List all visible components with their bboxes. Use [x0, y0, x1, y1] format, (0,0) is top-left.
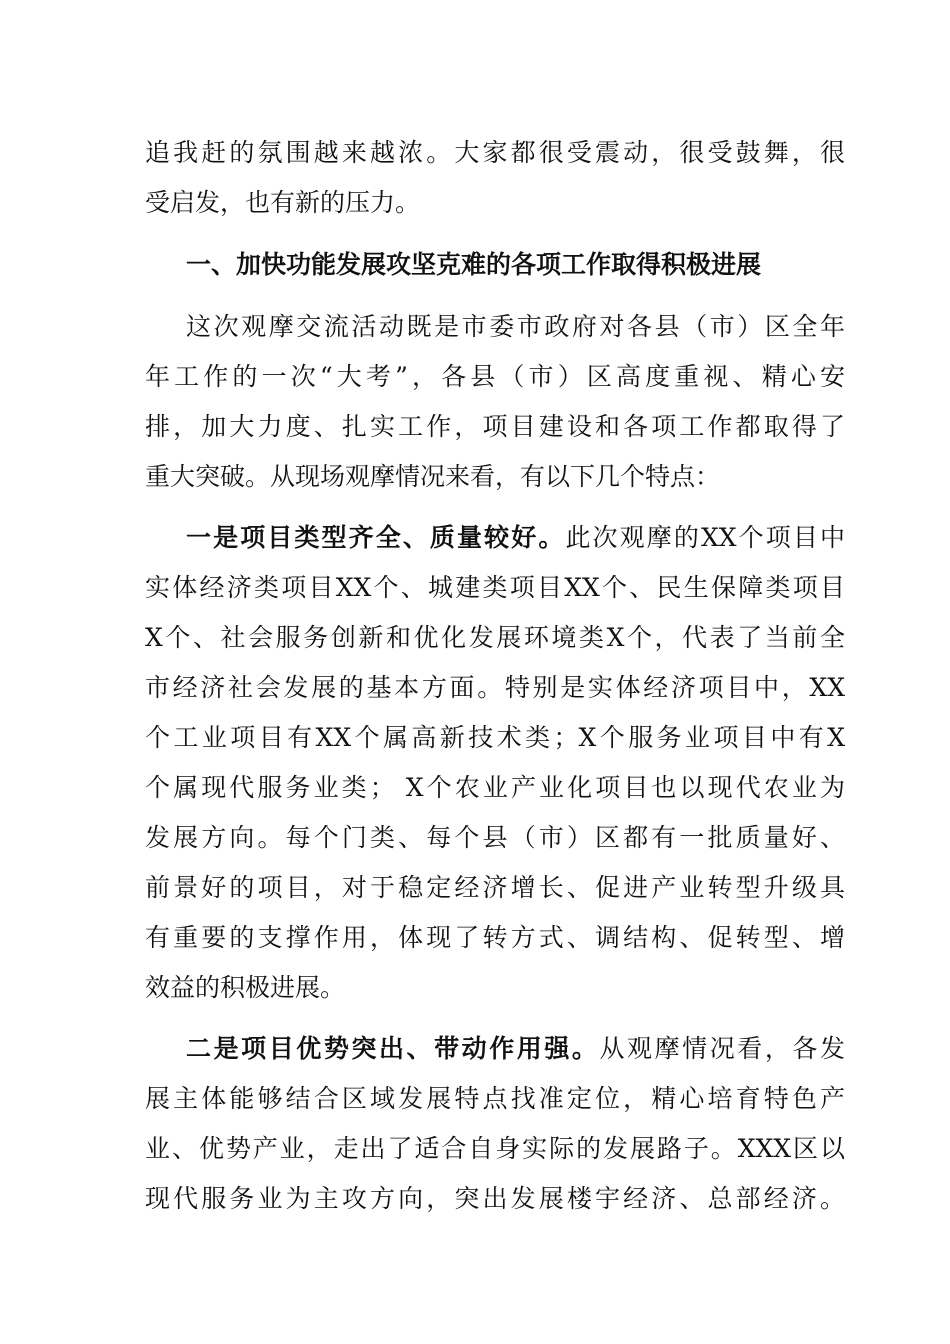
intro-line-1: 追我赶的氛围越来越浓。大家都很受震动，很受鼓舞，很 [145, 138, 845, 167]
paragraph-line: 实体经济类项目XX个、城建类项目XX个、民生保障类项目 [145, 573, 845, 602]
intro-line-2: 受启发，也有新的压力。 [145, 188, 421, 217]
paragraph-line: 排，加大力度、扎实工作，项目建设和各项工作都取得了 [145, 412, 845, 441]
section-heading: 一、加快功能发展攻坚克难的各项工作取得积极进展 [186, 250, 762, 279]
paragraph-line: 效益的积极进展。 [145, 973, 346, 1002]
point-2-first-rest: 从观摩情况看，各发 [599, 1034, 845, 1063]
point-1-first-rest: 此次观摩的XX个项目中 [565, 523, 845, 552]
paragraph-line: 有重要的支撑作用，体现了转方式、调结构、促转型、增 [145, 923, 845, 952]
paragraph-line: 业、优势产业，走出了适合自身实际的发展路子。XXX区以 [145, 1134, 845, 1163]
point-1-first-line [186, 523, 845, 553]
paragraph-line: 年工作的一次“大考”，各县（市）区高度重视、精心安 [145, 362, 845, 391]
point-1-lead: 一是项目类型齐全、质量较好。 [186, 523, 566, 552]
paragraph-line: 重大突破。从现场观摩情况来看，有以下几个特点： [145, 462, 721, 491]
paragraph-line: 展主体能够结合区域发展特点找准定位，精心培育特色产 [145, 1084, 845, 1113]
paragraph-line: 这次观摩交流活动既是市委市政府对各县（市）区全年 [186, 312, 845, 341]
paragraph-line: 现代服务业为主攻方向，突出发展楼宇经济、总部经济。 [145, 1184, 845, 1213]
paragraph-line: 前景好的项目，对于稳定经济增长、促进产业转型升级具 [145, 873, 845, 902]
paragraph-line: 个属现代服务业类； X个农业产业化项目也以现代农业为 [145, 773, 845, 802]
paragraph-line: 发展方向。每个门类、每个县（市）区都有一批质量好、 [145, 823, 845, 852]
paragraph-line: X个、社会服务创新和优化发展环境类X个，代表了当前全 [145, 623, 845, 652]
point-2-lead: 二是项目优势突出、带动作用强。 [186, 1034, 600, 1063]
paragraph-line: 个工业项目有XX个属高新技术类；X个服务业项目中有X [145, 723, 845, 752]
point-2-first-line [186, 1034, 845, 1064]
paragraph-line: 市经济社会发展的基本方面。特别是实体经济项目中，XX [145, 673, 845, 702]
